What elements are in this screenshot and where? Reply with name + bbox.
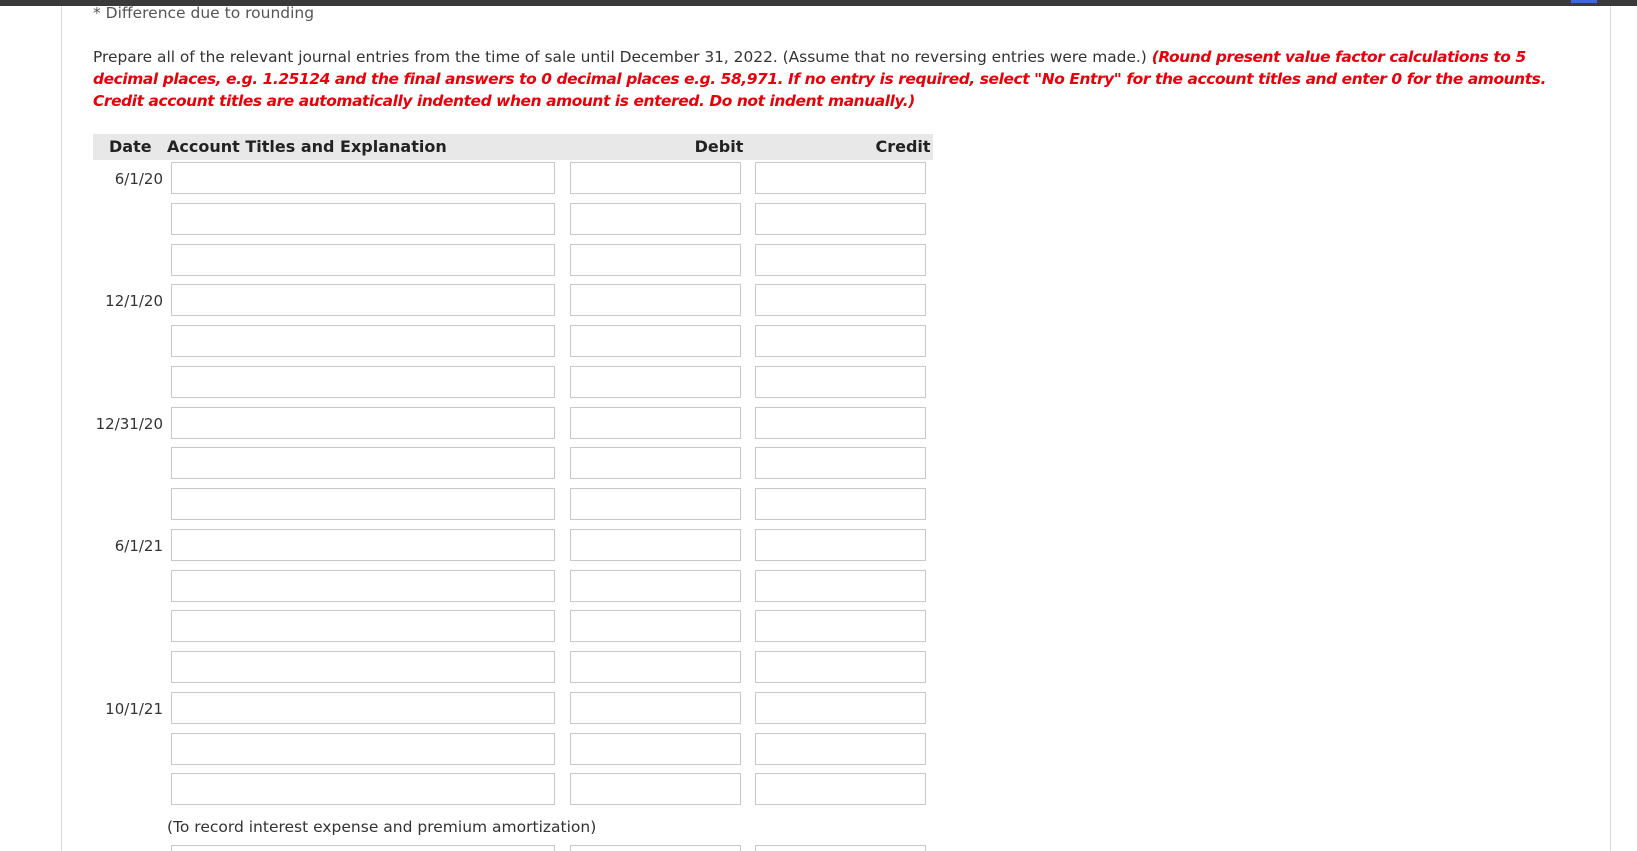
account-title-input[interactable] — [171, 203, 555, 235]
credit-amount-input[interactable] — [755, 162, 926, 194]
credit-amount-input[interactable] — [755, 773, 926, 805]
entry-date: 12/1/20 — [105, 292, 163, 310]
debit-amount-input[interactable] — [570, 203, 741, 235]
account-title-input[interactable] — [171, 447, 555, 479]
debit-amount-input[interactable] — [570, 529, 741, 561]
account-title-input[interactable] — [171, 325, 555, 357]
instructions-emphasis: (Round present value factor calculations to 5 decimal places, e.g. 1.25124 and the final answers to 0 decimal places e.g. 58,971. If no entry is required, select "No Entry" for the account titles and enter 0 for the amounts. Credit account titles are automatically indented when amount is entered. Do not indent manually.) — [93, 48, 1546, 110]
column-header-debit: Debit — [694, 137, 744, 156]
entry-date: 6/1/21 — [114, 537, 163, 555]
entry-date: 6/1/20 — [114, 170, 163, 188]
account-title-input[interactable] — [171, 570, 555, 602]
credit-amount-input[interactable] — [755, 733, 926, 765]
credit-amount-input[interactable] — [755, 203, 926, 235]
debit-amount-input[interactable] — [570, 325, 741, 357]
account-title-input[interactable] — [171, 244, 555, 276]
credit-amount-input[interactable] — [755, 407, 926, 439]
account-title-input[interactable] — [171, 407, 555, 439]
debit-input-next-row[interactable] — [570, 845, 741, 851]
entry-date: 12/31/20 — [95, 415, 163, 433]
panel-border-left — [61, 6, 62, 851]
debit-amount-input[interactable] — [570, 651, 741, 683]
instructions-text: Prepare all of the relevant journal entries from the time of sale until December 31, 2022. (Assume that no reversing entries were made.) — [93, 48, 1147, 66]
credit-amount-input[interactable] — [755, 570, 926, 602]
debit-amount-input[interactable] — [570, 773, 741, 805]
debit-amount-input[interactable] — [570, 244, 741, 276]
debit-amount-input[interactable] — [570, 733, 741, 765]
account-input-next-row[interactable] — [171, 845, 555, 851]
debit-amount-input[interactable] — [570, 692, 741, 724]
debit-amount-input[interactable] — [570, 162, 741, 194]
credit-amount-input[interactable] — [755, 692, 926, 724]
rounding-footnote: * Difference due to rounding — [93, 4, 315, 22]
debit-amount-input[interactable] — [570, 366, 741, 398]
debit-amount-input[interactable] — [570, 570, 741, 602]
credit-amount-input[interactable] — [755, 610, 926, 642]
account-title-input[interactable] — [171, 488, 555, 520]
debit-amount-input[interactable] — [570, 610, 741, 642]
account-title-input[interactable] — [171, 692, 555, 724]
debit-amount-input[interactable] — [570, 284, 741, 316]
credit-amount-input[interactable] — [755, 366, 926, 398]
account-title-input[interactable] — [171, 366, 555, 398]
account-title-input[interactable] — [171, 651, 555, 683]
credit-amount-input[interactable] — [755, 284, 926, 316]
panel-border-right — [1610, 6, 1611, 851]
account-title-input[interactable] — [171, 284, 555, 316]
credit-input-next-row[interactable] — [755, 845, 926, 851]
credit-amount-input[interactable] — [755, 488, 926, 520]
credit-amount-input[interactable] — [755, 447, 926, 479]
credit-amount-input[interactable] — [755, 651, 926, 683]
credit-amount-input[interactable] — [755, 529, 926, 561]
debit-amount-input[interactable] — [570, 407, 741, 439]
account-title-input[interactable] — [171, 162, 555, 194]
top-bar-accent — [1571, 0, 1597, 3]
entry-explanation: (To record interest expense and premium amortization) — [167, 818, 597, 836]
entry-date: 10/1/21 — [105, 700, 163, 718]
account-title-input[interactable] — [171, 773, 555, 805]
account-title-input[interactable] — [171, 610, 555, 642]
column-header-account: Account Titles and Explanation — [167, 137, 447, 156]
credit-amount-input[interactable] — [755, 325, 926, 357]
journal-table-header — [93, 134, 933, 160]
account-title-input[interactable] — [171, 529, 555, 561]
credit-amount-input[interactable] — [755, 244, 926, 276]
debit-amount-input[interactable] — [570, 447, 741, 479]
column-header-date: Date — [109, 137, 152, 156]
debit-amount-input[interactable] — [570, 488, 741, 520]
column-header-credit: Credit — [875, 137, 931, 156]
instructions — [93, 46, 1573, 112]
account-title-input[interactable] — [171, 733, 555, 765]
